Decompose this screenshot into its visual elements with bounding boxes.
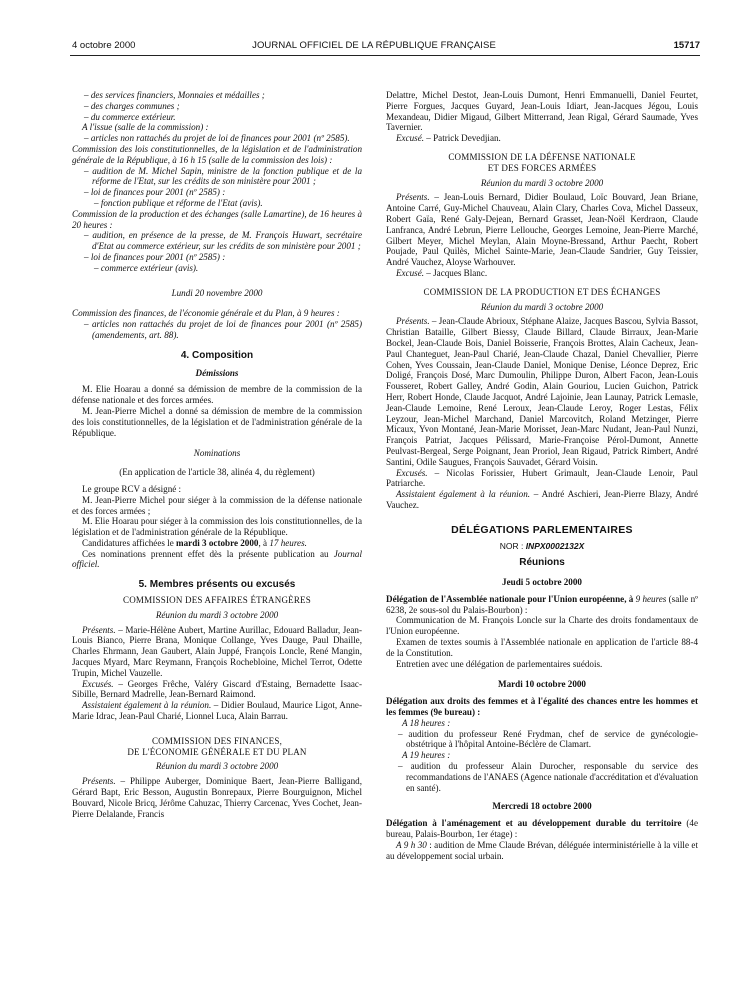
production-presents: Présents. – Jean-Claude Abrioux, Stéphane Alaize, Jacques Bascou, Sylvia Bassot, Christian Bataille, Gilbert Biessy, Claude Billard, Claude Birraux, Jean-Marie Bockel, Jean-Claude Bois, Daniel Boisserie, François Brottes, Alain Cacheux, Jean-Paul Chanteguet, Jean-Paul Charié, Jean-Claude Chazal, Daniel Chevallier, Pierre Cohen, Yves Coussain, Jean-Claude Daniel, Monique Denise, Léonce Deprez, Eric Doligé, François Dosé, Marc Dumoulin, Philippe Duron, Albert Facon, Jean-Louis Fousseret, Robert Galley, André Godin, Alain Gouriou, Lucien Guichon, Patrick Herr, Robert Honde, Claude Jacquot, André Lajoinie, Jean Launay, Patrick Lemasle, Jean-Claude Lemoine, René Leroux, Jean-Claude Leroy, Roger Lestas, Félix Leyzour, Jean-Michel Marchand, Daniel Marcovitch, Roland Metzinger, Pierre Micaux, Yvon Montané, Jean-Marie Morisset, Jean-Marc Nudant, Jean-Paul Nunzi, François Patriat, Jacques Pélissard, Marie-Françoise Pérol-Dumont, Annette Peulvast-Bergeal, Serge Poignant, Jean Proriol, Jean Rigaud, Patrick Rimbert, André Santini, Odile Saugues, François Sauvadet, Gérard Voisin. — [386, 316, 698, 467]
mardi-heading: Mardi 10 octobre 2000 — [498, 679, 586, 690]
defense-presents: Présents. – Jean-Louis Bernard, Didier Boulaud, Loïc Bouvard, Jean Briane, Antoine Carré, Guy-Michel Chauveau, Alain Clary, Charles Cova, Michel Dasseux, Robert Gaïa, René Galy-Dejean, Bernard Grasset, Jean-Noël Kerdraon, Claude Lanfranca, André Lebrun, Pierre Lellouche, Georges Lemoine, Jean-Pierre Marché, Gilbert Meyer, Michel Meylan, Alain Moyne-Bressand, Arthur Paecht, Robert Poujade, Paul Quilès, Michel Sainte-Marie, Jean-Claude Sandrier, Guy Teissier, André Vauchez, Aloyse Warhouver. — [386, 192, 698, 268]
production-excuses: Excusés. – Nicolas Forissier, Hubert Grimault, Jean-Claude Lenoir, Paul Patriarche. — [386, 467, 698, 489]
section-4-title: 4. Composition — [180, 349, 254, 361]
list-item: – articles non rattachés du projet de loi de finances pour 2001 (nº 2585) (amendements, art. 88). — [84, 319, 362, 340]
list-item: – des services financiers, Monnaies et médailles ; — [84, 90, 265, 100]
left-column — [72, 90, 362, 819]
defense-title: COMMISSION DE LA DÉFENSE NATIONALE — [448, 151, 636, 162]
affaires-date: Réunion du mardi 3 octobre 2000 — [155, 609, 279, 620]
lundi-heading: Lundi 20 novembre 2000 — [171, 287, 263, 298]
affaires-excuses: Excusés. – Georges Frêche, Valéry Giscard d'Estaing, Bernadette Isaac-Sibille, Bernard Madrelle, Jean-Bernard Raimond. — [72, 678, 362, 700]
amenagement-item: A 9 h 30 : audition de Mme Claude Brévan, déléguée interministérielle à la ville et au développement social urbain. — [386, 839, 698, 861]
production-commission: Commission de la production et des échanges (salle Lamartine), de 16 heures à 20 heures : — [72, 208, 362, 230]
femmes-delegation: Délégation aux droits des femmes et à l'égalité des chances entre les hommes et les femmes (9e bureau) : — [386, 696, 698, 718]
list-item: – audition du professeur René Frydman, chef de service de gynécologie-obstétrique à l'hôpital Antoine-Béclère de Clamart. — [398, 728, 698, 750]
affaires-title: COMMISSION DES AFFAIRES ÉTRANGÈRES — [123, 595, 311, 606]
paragraph: M. Jean-Pierre Michel a donné sa démission de membre de la commission des lois constitutionnelles, de la législation et de l'administration générale de la République. — [72, 405, 362, 438]
effet-line: Ces nominations prennent effet dès la présente publication au Journal officiel. — [72, 548, 362, 570]
list-item: – audition de M. Michel Sapin, ministre de la fonction publique et de la réforme de l'Etat, sur les crédits de son ministère pour 2001 ; — [84, 165, 362, 187]
list-item: – du commerce extérieur. — [84, 111, 176, 122]
list-item: – audition, en présence de la presse, de M. François Huwart, secrétaire d'Etat au commerce extérieur, sur les crédits de son ministère pour 2001 ; — [84, 230, 362, 252]
reunions-heading: Réunions — [519, 557, 565, 569]
lois-commission: Commission des lois constitutionnelles, de la législation et de l'administration générale de la République, à 16 h 15 (salle de la commission des lois) : — [72, 143, 362, 165]
paragraph: Communication de M. François Loncle sur la Charte des droits fondamentaux de l'Union européenne. — [386, 615, 698, 637]
header-rule — [70, 55, 700, 56]
defense-title: ET DES FORCES ARMÉES — [487, 162, 597, 173]
demissions-heading: Démissions — [195, 367, 239, 378]
journal-title: JOURNAL OFFICIEL DE LA RÉPUBLIQUE FRANÇAISE — [252, 40, 496, 51]
time-line: A 19 heures : — [402, 750, 451, 761]
mercredi-heading: Mercredi 18 octobre 2000 — [492, 801, 592, 812]
nominations-heading: Nominations — [193, 448, 241, 459]
issue-line: A l'issue (salle de la commission) : — [82, 122, 209, 133]
page-number: 15717 — [673, 40, 700, 51]
paragraph: Entretien avec une délégation de parlementaires suédois. — [396, 658, 603, 669]
finances-excuse: Excusé. – Patrick Devedjian. — [396, 133, 501, 144]
production-date: Réunion du mardi 3 octobre 2000 — [480, 301, 604, 312]
finances-title: DE L'ÉCONOMIE GÉNÉRALE ET DU PLAN — [127, 746, 307, 757]
list-item: – des charges communes ; — [84, 100, 180, 111]
section-5-title: 5. Membres présents ou excusés — [138, 579, 296, 591]
header-date: 4 octobre 2000 — [72, 40, 136, 51]
candidatures-line: Candidatures affichées le mardi 3 octobre 2000, à 17 heures. — [82, 537, 307, 548]
list-item: – loi de finances pour 2001 (nº 2585) : — [84, 251, 226, 262]
nominations-ref: (En application de l'article 38, alinéa 4, du règlement) — [119, 467, 315, 478]
right-column — [386, 90, 698, 861]
paragraph: M. Jean-Pierre Michel pour siéger à la commission de la défense nationale et des forces armées ; — [72, 494, 362, 516]
production-assist: Assistaient également à la réunion. – André Aschieri, Jean-Pierre Blazy, André Vauchez. — [386, 489, 698, 510]
list-subitem: – fonction publique et réforme de l'Etat (avis). — [94, 197, 263, 208]
paragraph: M. Elie Hoarau pour siéger à la commission des lois constitutionnelles, de la législation et de l'administration générale de la République. — [72, 516, 362, 538]
finances-presents: Présents. – Philippe Auberger, Dominique Baert, Jean-Pierre Balligand, Gérard Bapt, Eric Besson, Augustin Bonrepaux, Pierre Bourguignon, Michel Bouvard, Nicole Bricq, Jérôme Cahuzac, Thierry Carcenac, Yves Cochet, Jean-Pierre Delalande, Francis — [72, 776, 362, 819]
delegations-title: DÉLÉGATIONS PARLEMENTAIRES — [451, 523, 633, 536]
list-item: – articles non rattachés du projet de loi de finances pour 2001 (nº 2585). — [84, 133, 350, 144]
jeudi-heading: Jeudi 5 octobre 2000 — [502, 577, 582, 588]
list-item: – audition du professeur Alain Durocher, responsable du service des recommandations de l'ANAES (Agence nationale d'accréditation et d'évaluation en santé). — [398, 761, 698, 793]
page-header — [0, 40, 748, 54]
nor-line: NOR : INPX0002132X — [499, 541, 585, 552]
finances-date: Réunion du mardi 3 octobre 2000 — [155, 761, 279, 772]
ue-delegation: Délégation de l'Assemblée nationale pour l'Union européenne, à 9 heures (salle nº 6238, 2e sous-sol du Palais-Bourbon) : — [386, 593, 698, 615]
paragraph: M. Elie Hoarau a donné sa démission de membre de la commission de la défense nationale et des forces armées. — [72, 384, 362, 406]
list-subitem: – commerce extérieur (avis). — [94, 262, 199, 273]
production-title: COMMISSION DE LA PRODUCTION ET DES ÉCHANGES — [423, 286, 661, 297]
groupe-line: Le groupe RCV a désigné : — [82, 483, 182, 494]
finances-continued: Delattre, Michel Destot, Jean-Louis Dumont, Henri Emmanuelli, Daniel Feurtet, Pierre Forgues, Jacques Guyard, Jean-Louis Idiart, Jean-Jacques Jégou, Louis Mexandeau, Didier Migaud, Gilbert Mitterrand, Jean Rigal, Gérard Saumade, Yves Tavernier. — [386, 90, 698, 133]
defense-date: Réunion du mardi 3 octobre 2000 — [480, 177, 604, 188]
amenagement-delegation: Délégation à l'aménagement et au développement durable du territoire (4e bureau, Palais-Bourbon, 1er étage) : — [386, 818, 698, 840]
affaires-presents: Présents. – Marie-Hélène Aubert, Martine Aurillac, Edouard Balladur, Jean-Louis Bianco, Pierre Brana, Monique Collange, Yves Dauge, Paul Dhaille, Charles Ehrmann, Jean Gaubert, Alain Juppé, François Loncle, René Mangin, Jacques Myard, Marc Reymann, François Rochebloine, Michel Terrot, Odette Trupin, Michel Vauzelle. — [72, 624, 362, 678]
affaires-assist: Assistaient également à la réunion. – Didier Boulaud, Maurice Ligot, Anne-Marie Idrac, Jean-Paul Charié, Lionnel Luca, Alain Barrau. — [72, 700, 362, 722]
finances-title: COMMISSION DES FINANCES, — [151, 735, 283, 746]
list-item: – loi de finances pour 2001 (nº 2585) : — [84, 187, 226, 198]
defense-excuse: Excusé. – Jacques Blanc. — [396, 267, 488, 278]
finances-commission: Commission des finances, de l'économie générale et du Plan, à 9 heures : — [72, 308, 340, 319]
paragraph: Examen de textes soumis à l'Assemblée nationale en application de l'article 88-4 de la Constitution. — [386, 637, 698, 658]
time-line: A 18 heures : — [402, 717, 451, 728]
